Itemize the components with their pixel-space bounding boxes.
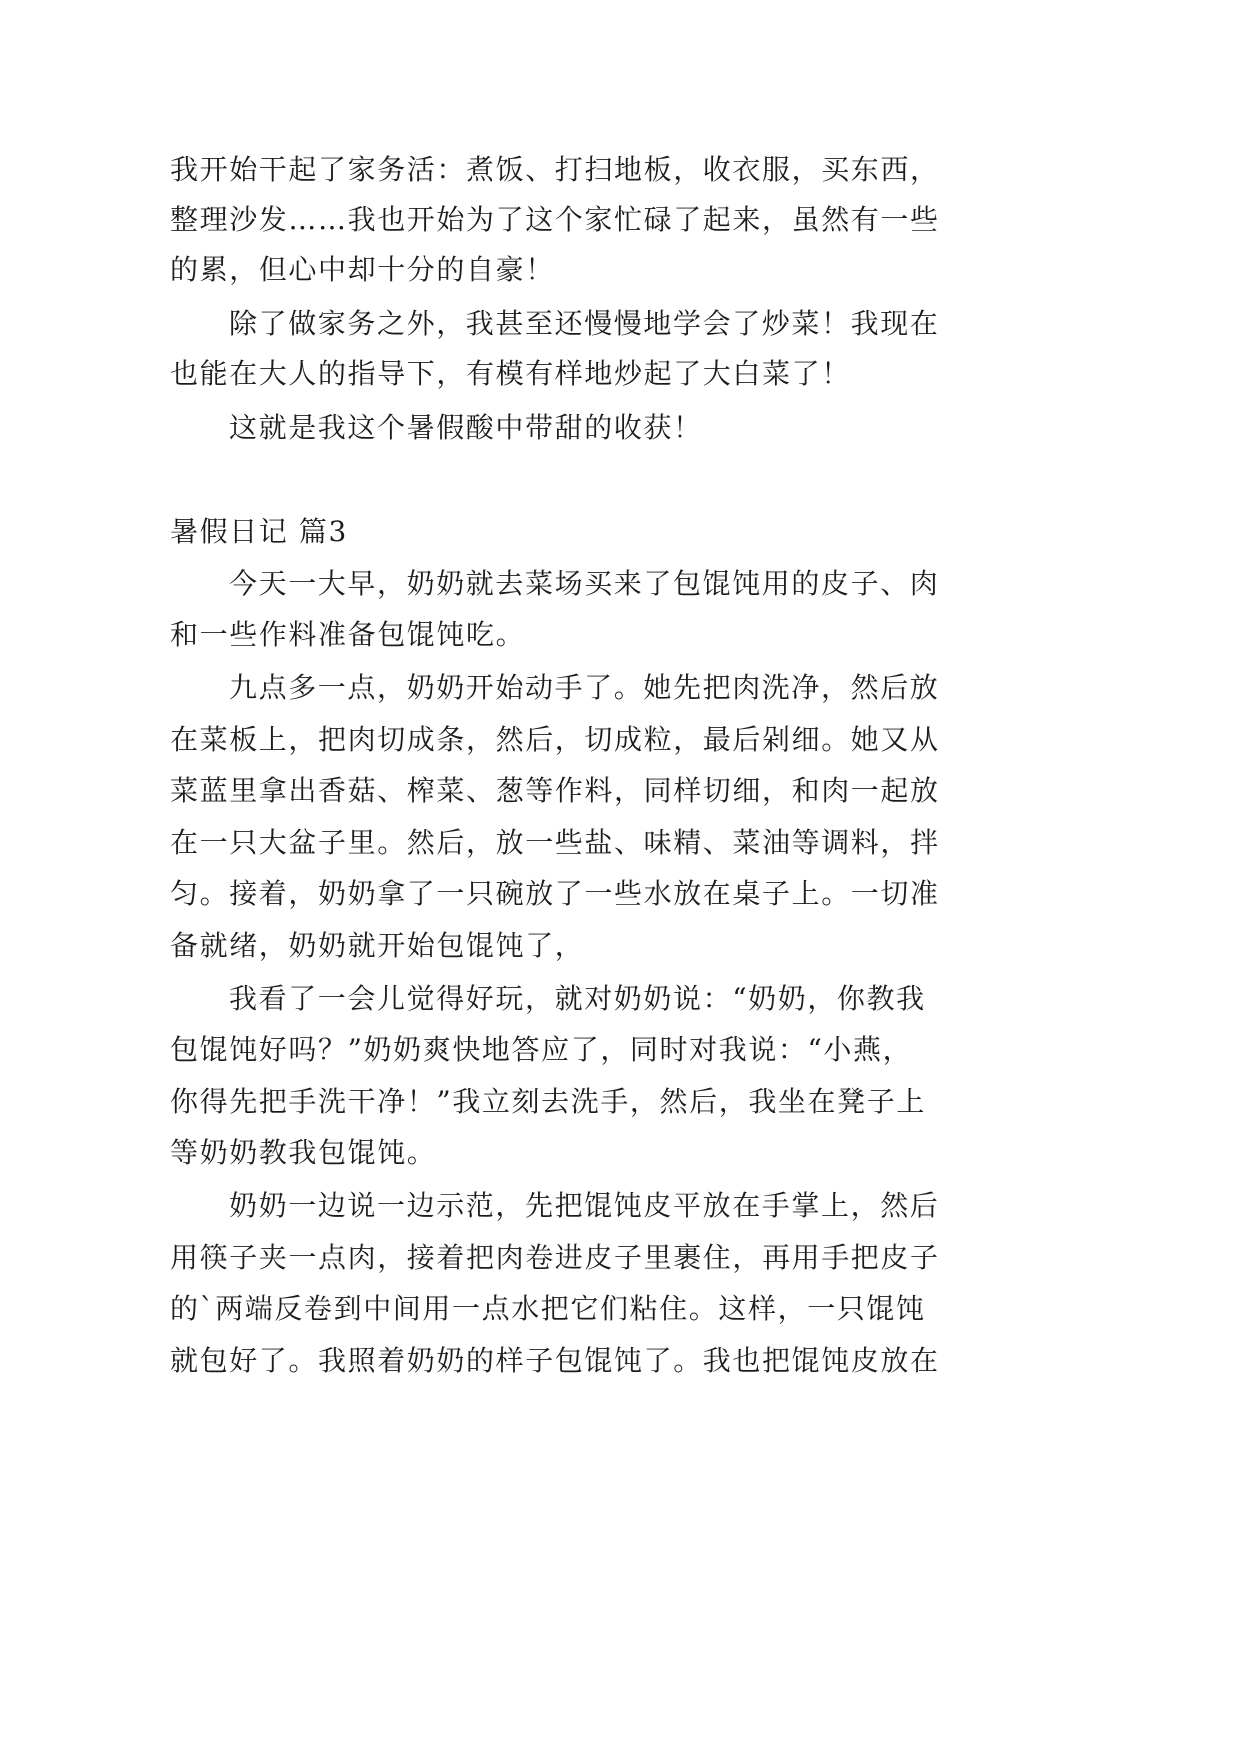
text-line: 我开始干起了家务活：煮饭、打扫地板，收衣服，买东西， xyxy=(170,153,940,186)
paragraph xyxy=(170,299,970,399)
text-line: 就包好了。我照着奶奶的样子包馄饨了。我也把馄饨皮放在 xyxy=(170,1343,940,1377)
text-line: 匀。接着，奶奶拿了一只碗放了一些水放在桌子上。一切准 xyxy=(170,877,940,910)
text-line: 在菜板上，把肉切成条，然后，切成粒，最后剁细。她又从 xyxy=(170,722,940,756)
text-line: 的累，但心中却十分的自豪！ xyxy=(170,253,555,286)
text-line: 备就绪，奶奶就开始包馄饨了， xyxy=(170,928,585,962)
paragraph xyxy=(170,403,970,453)
text-line: 包馄饨好吗？”奶奶爽快地答应了，同时对我说：“小燕， xyxy=(170,1033,913,1066)
text-line: 用筷子夹一点肉，接着把肉卷进皮子里裹住，再用手把皮子 xyxy=(170,1240,940,1274)
text-line: 除了做家务之外，我甚至还慢慢地学会了炒菜！我现在 xyxy=(229,307,940,340)
text-line: 九点多一点，奶奶开始动手了。她先把肉洗净，然后放 xyxy=(229,671,940,704)
paragraph xyxy=(170,973,970,1179)
text-line: 奶奶一边说一边示范，先把馄饨皮平放在手掌上，然后 xyxy=(229,1189,940,1222)
paragraph xyxy=(170,662,970,971)
previous-entry-ending xyxy=(170,145,970,453)
text-line: 在一只大盆子里。然后，放一些盐、味精、菜油等调料，拌 xyxy=(170,825,940,859)
entry-heading: 暑假日记 篇3 xyxy=(170,515,348,548)
text-line: 我看了一会儿觉得好玩，就对奶奶说：“奶奶，你教我 xyxy=(229,981,926,1015)
text-line: 今天一大早，奶奶就去菜场买来了包馄饨用的皮子、肉 xyxy=(229,566,940,600)
paragraph xyxy=(170,558,970,661)
text-line: 你得先把手洗干净！”我立刻去洗手，然后，我坐在凳子上 xyxy=(170,1084,926,1118)
text-line: 菜蓝里拿出香菇、榨菜、葱等作料，同样切细，和肉一起放 xyxy=(170,774,940,807)
text-line: 和一些作料准备包馄饨吃。 xyxy=(170,618,526,651)
text-line: 的`两端反卷到中间用一点水把它们粘住。这样，一只馄饨 xyxy=(170,1292,926,1325)
paragraph xyxy=(170,1180,970,1386)
text-line: 整理沙发……我也开始为了这个家忙碌了起来，虽然有一些 xyxy=(170,203,940,236)
paragraph xyxy=(170,145,970,295)
diary-entry xyxy=(170,506,970,1386)
text-line: 也能在大人的指导下，有模有样地炒起了大白菜了！ xyxy=(170,357,851,390)
text-line: 这就是我这个暑假酸中带甜的收获！ xyxy=(229,411,703,444)
text-line: 等奶奶教我包馄饨。 xyxy=(170,1136,437,1169)
